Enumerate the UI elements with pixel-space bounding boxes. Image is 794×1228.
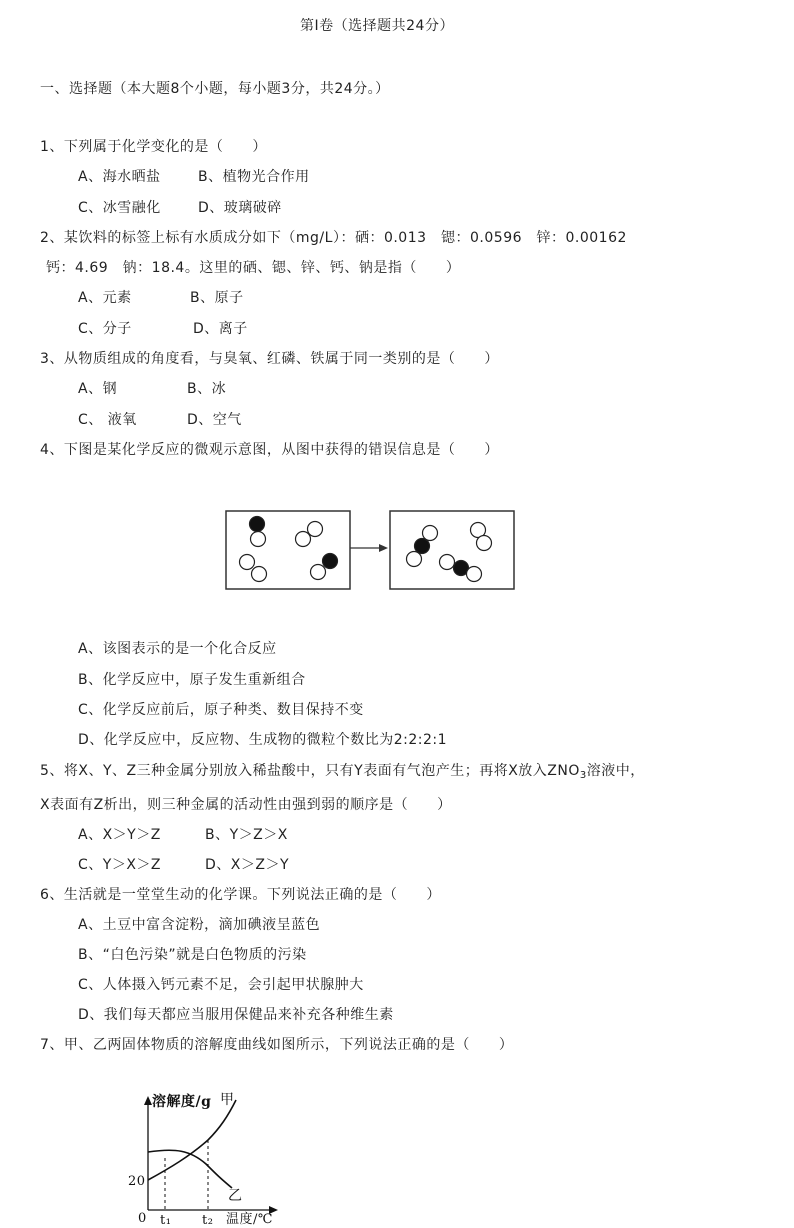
atom-white xyxy=(311,565,326,580)
q2-option-c[interactable]: C、分子 xyxy=(78,321,132,337)
q5-stem-part1: 5、将X、Y、Z三种金属分别放入稀盐酸中，只有Y表面有气泡产生；再将X放入ZNO xyxy=(40,763,580,779)
q1-option-a[interactable]: A、海水晒盐 xyxy=(78,169,161,185)
series-jia-label: 甲 xyxy=(220,1092,235,1108)
q3-option-a[interactable]: A、钢 xyxy=(78,381,118,397)
atom-white xyxy=(251,532,266,547)
q6-option-c[interactable]: C、人体摄入钙元素不足，会引起甲状腺肿大 xyxy=(78,977,364,993)
q1-option-b[interactable]: B、植物光合作用 xyxy=(198,169,310,185)
q2-option-b[interactable]: B、原子 xyxy=(190,290,244,306)
question-5-stem-line1 xyxy=(40,761,645,781)
q5-option-b[interactable]: B、Y＞Z＞X xyxy=(205,827,288,843)
q3-option-d[interactable]: D、空气 xyxy=(187,412,242,428)
atom-white xyxy=(440,555,455,570)
q3-option-b[interactable]: B、冰 xyxy=(187,381,227,397)
q5-option-d[interactable]: D、X＞Z＞Y xyxy=(205,857,290,873)
t1-label: t₁ xyxy=(160,1213,172,1226)
curve-yi xyxy=(148,1150,232,1188)
solubility-graph xyxy=(120,1086,300,1226)
atom-black xyxy=(323,554,338,569)
atom-white xyxy=(240,555,255,570)
question-1-stem: 1、下列属于化学变化的是（ ） xyxy=(40,139,267,155)
q6-option-a[interactable]: A、土豆中富含淀粉，滴加碘液呈蓝色 xyxy=(78,917,321,933)
exam-part-title: 第Ⅰ卷（选择题共24分） xyxy=(300,18,454,34)
q5-stem-part2: 溶液中， xyxy=(586,763,645,779)
question-2-stem-line1: 2、某饮料的标签上标有水质成分如下（mg/L）：硒：0.013 锶：0.0596 锌：0.00162 xyxy=(40,230,627,246)
question-5-stem-line2: X表面有Z析出，则三种金属的活动性由强到弱的顺序是（ ） xyxy=(40,797,452,813)
reactants-box xyxy=(226,511,350,589)
atom-white xyxy=(423,526,438,541)
q2-option-a[interactable]: A、元素 xyxy=(78,290,132,306)
q1-option-d[interactable]: D、玻璃破碎 xyxy=(198,200,282,216)
atom-white xyxy=(296,532,311,547)
series-yi-label: 乙 xyxy=(228,1188,243,1204)
q4-option-b[interactable]: B、化学反应中，原子发生重新组合 xyxy=(78,672,306,688)
q4-option-d[interactable]: D、化学反应中，反应物、生成物的微粒个数比为2:2:2:1 xyxy=(78,732,448,748)
question-2-stem-line2: 钙：4.69 钠：18.4。这里的硒、锶、锌、钙、钠是指（ ） xyxy=(46,260,461,276)
q6-option-d[interactable]: D、我们每天都应当服用保健品来补充各种维生素 xyxy=(78,1007,394,1023)
atom-white xyxy=(477,536,492,551)
reaction-diagram xyxy=(222,506,542,596)
q1-option-c[interactable]: C、冰雪融化 xyxy=(78,200,161,216)
curve-jia xyxy=(148,1100,236,1180)
atom-white xyxy=(467,567,482,582)
atom-white xyxy=(308,522,323,537)
q5-option-a[interactable]: A、X＞Y＞Z xyxy=(78,827,161,843)
y-tick-label: 20 xyxy=(128,1174,146,1189)
q5-option-c[interactable]: C、Y＞X＞Z xyxy=(78,857,162,873)
products-box xyxy=(390,511,514,589)
question-4-stem: 4、下图是某化学反应的微观示意图，从图中获得的错误信息是（ ） xyxy=(40,442,499,458)
origin-label: 0 xyxy=(138,1211,147,1226)
x-axis-label: 温度/℃ xyxy=(226,1212,273,1226)
atom-white xyxy=(407,552,422,567)
q4-option-a[interactable]: A、该图表示的是一个化合反应 xyxy=(78,641,277,657)
q2-option-d[interactable]: D、离子 xyxy=(193,321,248,337)
q3-option-c[interactable]: C、 液氧 xyxy=(78,412,137,428)
question-6-stem: 6、生活就是一堂堂生动的化学课。下列说法正确的是（ ） xyxy=(40,887,441,903)
atom-black xyxy=(250,517,265,532)
q6-option-b[interactable]: B、“白色污染”就是白色物质的污染 xyxy=(78,947,307,963)
atom-black xyxy=(415,539,430,554)
section-heading: 一、选择题（本大题8个小题，每小题3分，共24分。） xyxy=(40,81,390,97)
reaction-arrow xyxy=(350,544,388,552)
t2-label: t₂ xyxy=(202,1213,214,1226)
atom-white xyxy=(252,567,267,582)
q4-option-c[interactable]: C、化学反应前后，原子种类、数目保持不变 xyxy=(78,702,364,718)
y-axis-label: 溶解度/g xyxy=(152,1094,212,1110)
q5-subscript: 3 xyxy=(579,770,587,781)
question-7-stem: 7、甲、乙两固体物质的溶解度曲线如图所示，下列说法正确的是（ ） xyxy=(40,1037,514,1053)
question-3-stem: 3、从物质组成的角度看，与臭氧、红磷、铁属于同一类别的是（ ） xyxy=(40,351,499,367)
